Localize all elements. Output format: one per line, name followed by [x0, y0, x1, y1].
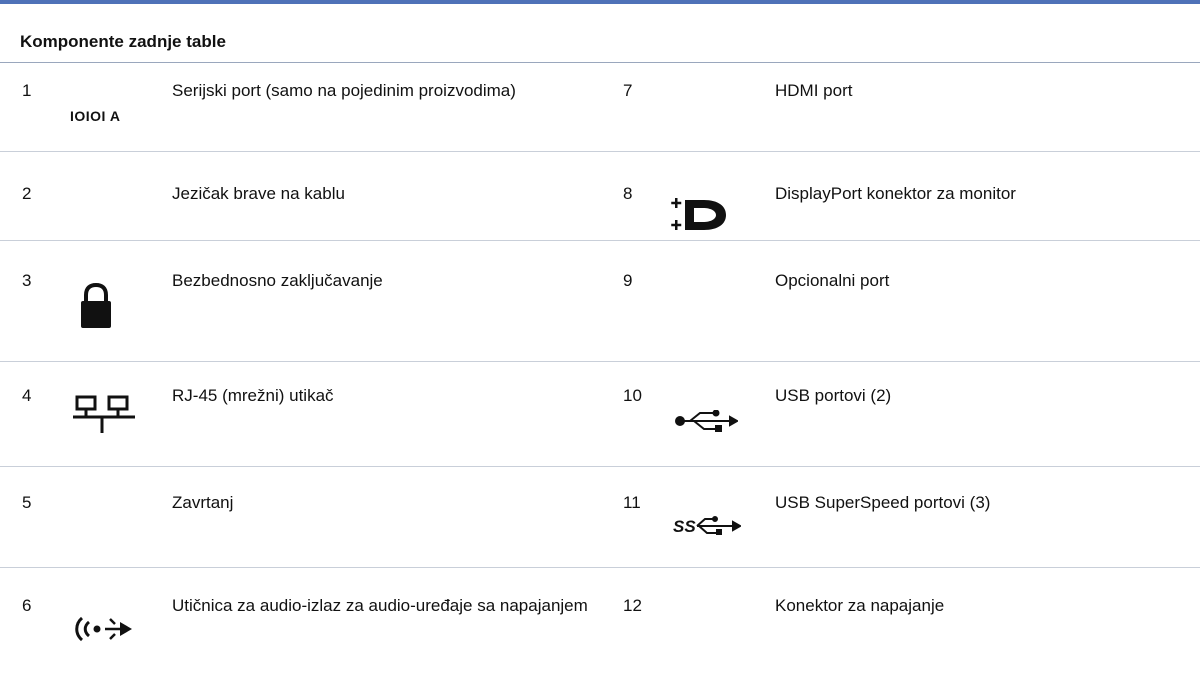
item-description: Serijski port (samo na pojedinim proizvodima) [172, 81, 516, 100]
item-number: 6 [22, 596, 32, 615]
displayport-icon [670, 196, 736, 234]
audio-out-icon [72, 614, 136, 644]
item-description: HDMI port [775, 81, 853, 100]
item-description: USB SuperSpeed portovi (3) [775, 493, 991, 512]
item-description: Konektor za napajanje [775, 596, 945, 615]
item-description: Bezbednosno zaključavanje [172, 271, 383, 290]
item-description: DisplayPort konektor za monitor [775, 184, 1016, 203]
table-title: Komponente zadnje table [20, 32, 226, 51]
item-number: 12 [623, 596, 642, 615]
table-row [0, 63, 1200, 152]
item-number: 4 [22, 386, 32, 405]
table-row [0, 362, 1200, 467]
usb-superspeed-icon [673, 515, 741, 537]
item-description: Utičnica za audio-izlaz za audio-uređaje sa napajanjem [172, 596, 588, 615]
svg-text:SS: SS [673, 517, 696, 536]
item-number: 10 [623, 386, 642, 405]
item-number: 1 [22, 81, 32, 100]
item-description: Zavrtanj [172, 493, 234, 512]
usb-icon [674, 410, 738, 432]
item-description: RJ-45 (mrežni) utikač [172, 386, 334, 405]
item-number: 7 [623, 81, 633, 100]
serial-port-icon: IOIOI A [70, 108, 121, 124]
table-row [0, 152, 1200, 241]
item-number: 11 [623, 493, 641, 512]
item-description: Jezičak brave na kablu [172, 184, 345, 203]
item-number: 9 [623, 271, 633, 290]
table-top-rule [0, 0, 1200, 4]
item-description: Opcionalni port [775, 271, 890, 290]
table-header [0, 12, 1200, 63]
item-number: 3 [22, 271, 32, 290]
padlock-icon [80, 283, 112, 329]
table-row [0, 241, 1200, 362]
item-number: 2 [22, 184, 32, 203]
item-number: 8 [623, 184, 633, 203]
item-description: USB portovi (2) [775, 386, 892, 405]
table-row [0, 568, 1200, 672]
item-number: 5 [22, 493, 32, 512]
network-icon [72, 394, 136, 434]
table-row [0, 467, 1200, 568]
